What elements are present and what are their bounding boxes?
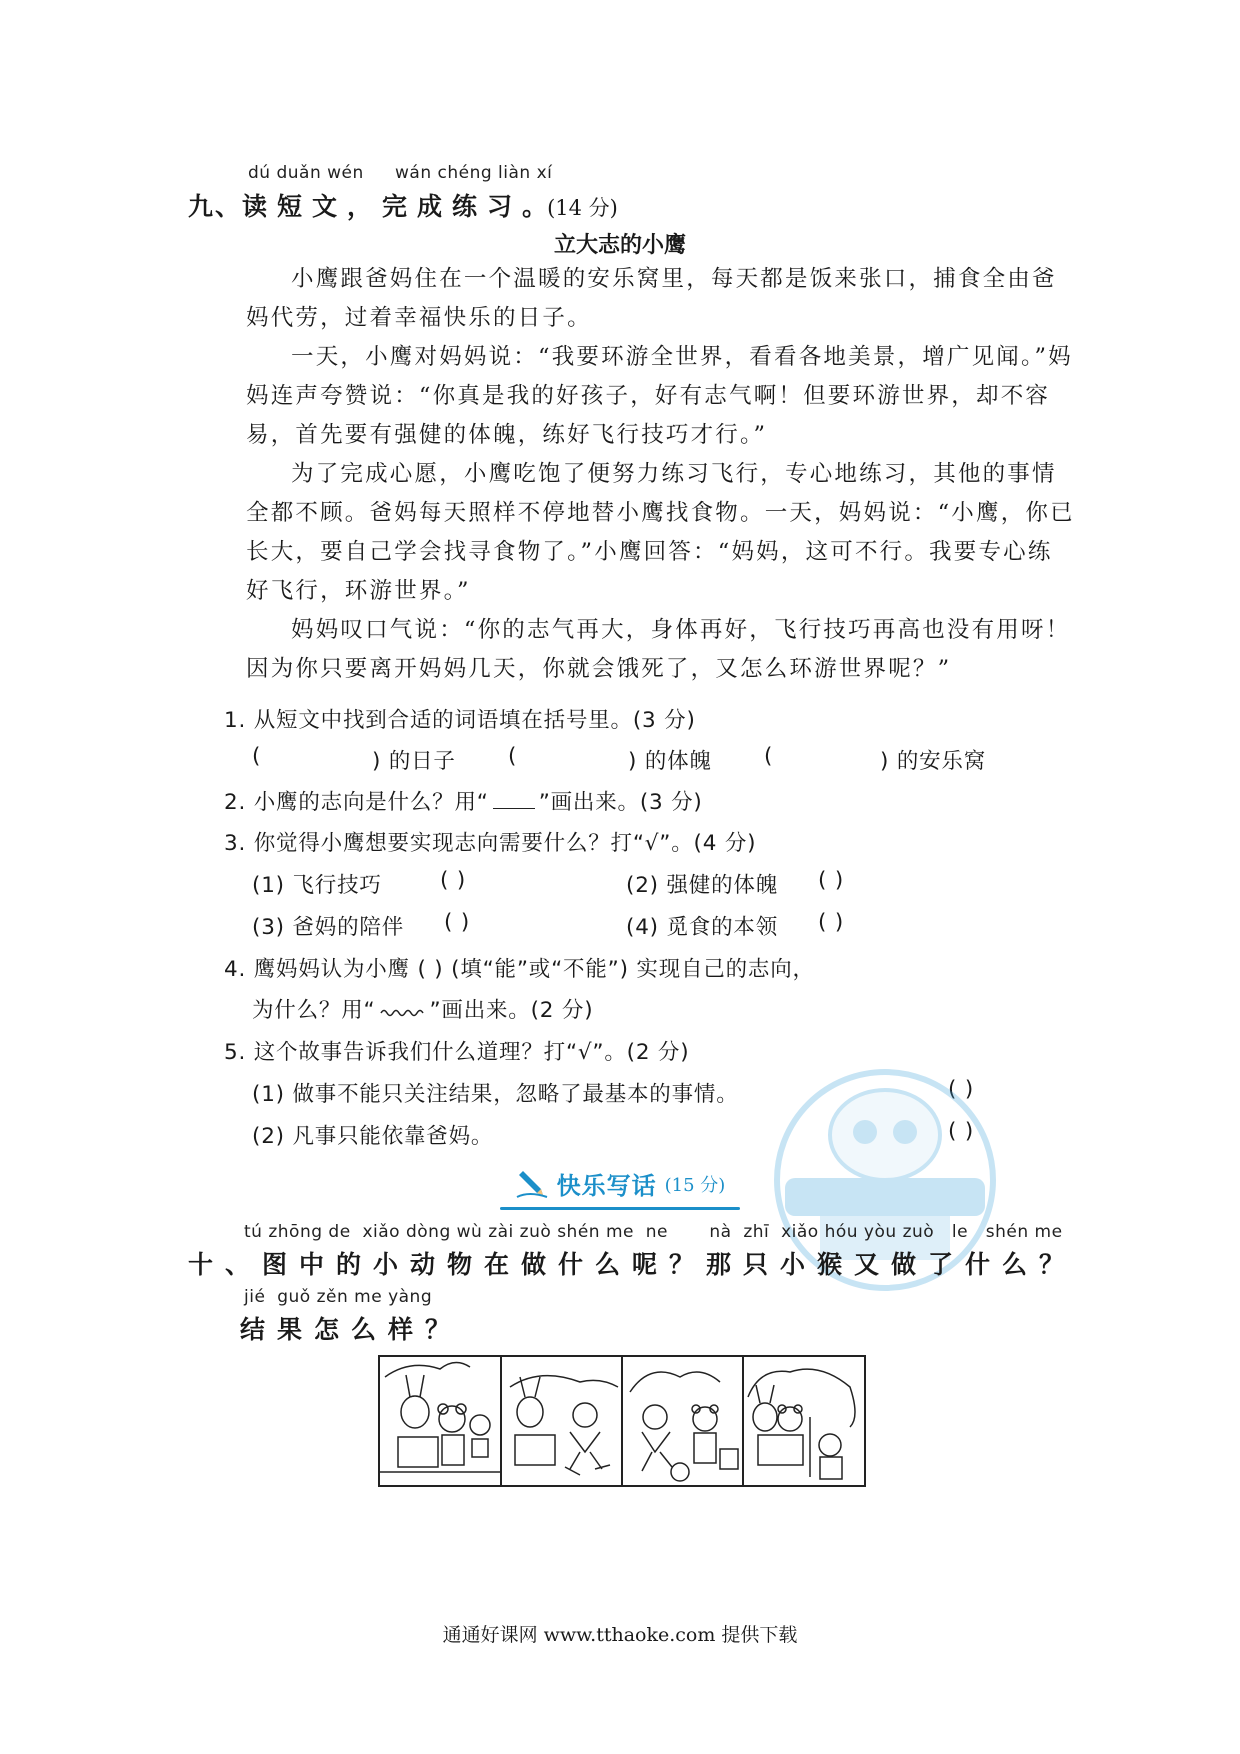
q9-heading-end: 。: [522, 192, 548, 221]
story-paragraph-2: 一天，小鹰对妈妈说：“我要环游全世界，看看各地美景，增广见闻。”妈妈连声夸赞说：“你真是我的好孩子，好有志气啊！但要环游世界，却不容易，首先要有强健的体魄，练好飞行技巧才行。”: [246, 344, 1073, 448]
q10-pinyin-line-2: jié guǒ zěn me yàng: [244, 1287, 433, 1307]
q1-blank-2-open: (: [508, 744, 518, 769]
q1-blank-1-label: ) 的日子: [372, 749, 456, 774]
comic-panel-3: [630, 1372, 738, 1481]
comic-strip: [378, 1355, 866, 1487]
banner-label: 快乐写话: [556, 1172, 657, 1200]
comic-panel-4: [748, 1369, 855, 1479]
q3-option-2: (2) 强健的体魄: [626, 873, 778, 898]
question-3: 3. 你觉得小鹰想要实现志向需要什么？打“√”。(4 分): [224, 831, 757, 856]
q10-line-1: 十、图中的小动物在做什么呢？那只小猴又做了什么？: [188, 1250, 1077, 1279]
banner-score: (15 分): [664, 1174, 726, 1196]
story-paragraph-4: 妈妈叹口气说：“你的志气再大，身体再好，飞行技巧再高也没有用呀！因为你只要离开妈妈几天，你就会饿死了，又怎么环游世界呢？”: [246, 617, 1071, 682]
banner-underline: [500, 1207, 740, 1210]
q2-text-a: 2. 小鹰的志向是什么？用“: [224, 790, 489, 815]
q9-pinyin-b: wán chéng liàn xí: [395, 163, 553, 183]
story-body: [246, 260, 1076, 689]
comic-strip-illustration: [380, 1357, 864, 1485]
q3-option-4-paren: ( ): [818, 910, 845, 935]
straight-underline-icon: [493, 790, 535, 809]
q3-option-1: (1) 飞行技巧: [252, 873, 382, 898]
story-title: 立大志的小鹰: [553, 233, 686, 258]
q3-option-4: (4) 觅食的本领: [626, 915, 778, 940]
comic-panel-1: [380, 1362, 501, 1472]
q2-text-b: ”画出来。(3 分): [538, 790, 703, 815]
pencil-icon: [515, 1169, 549, 1199]
question-4-line-2: [252, 993, 593, 1024]
footer-credit: 通通好课网 www.tthaoke.com 提供下载: [442, 1624, 798, 1646]
story-paragraph-1: 小鹰跟爸妈住在一个温暖的安乐窝里，每天都是饭来张口，捕食全由爸妈代劳，过着幸福快乐的日子。: [246, 266, 1057, 331]
q5-option-2: (2) 凡事只能依靠爸妈。: [252, 1124, 494, 1149]
q3-option-1-paren: ( ): [440, 868, 467, 893]
q9-heading-a: 读短文，: [242, 192, 383, 221]
q5-option-2-paren: ( ): [948, 1119, 975, 1144]
q1-blank-2-label: ) 的体魄: [628, 749, 712, 774]
q9-heading: [188, 187, 618, 223]
q4-text-b1: 为什么？用“: [252, 998, 376, 1023]
comic-panel-2: [510, 1376, 618, 1475]
q9-heading-prefix: 九、: [188, 192, 243, 221]
q9-pinyin-a: dú duǎn wén: [248, 163, 364, 183]
q3-option-3-paren: ( ): [444, 910, 471, 935]
q9-heading-b: 完成练习: [382, 192, 523, 221]
question-4: 4. 鹰妈妈认为小鹰 ( ) (填“能”或“不能”) 实现自己的志向，: [224, 957, 815, 982]
question-5: 5. 这个故事告诉我们什么道理？打“√”。(2 分): [224, 1040, 690, 1065]
q1-blank-3-label: ) 的安乐窝: [880, 749, 987, 774]
writing-section-banner: [0, 1166, 1240, 1210]
q5-option-1-paren: ( ): [948, 1077, 975, 1102]
q10-pinyin-line-1: tú zhōng de xiǎo dòng wù zài zuò shén me ne nà zhī xiǎo hóu yòu zuò le shén me: [244, 1222, 1063, 1242]
q9-score: (14 分): [547, 196, 618, 220]
q10-line-2: 结果怎么样？: [240, 1315, 463, 1344]
q3-option-3: (3) 爸妈的陪伴: [252, 915, 404, 940]
q1-blank-3-open: (: [764, 744, 774, 769]
q4-text-b2: ”画出来。(2 分): [429, 998, 594, 1023]
wavy-underline-icon: [379, 997, 425, 1017]
q5-option-1: (1) 做事不能只关注结果，忽略了最基本的事情。: [252, 1082, 739, 1107]
story-paragraph-3: 为了完成心愿，小鹰吃饱了便努力练习飞行，专心地练习，其他的事情全都不顾。爸妈每天照样不停地替小鹰找食物。一天，妈妈说：“小鹰，你已长大，要自己学会找寻食物了。”小鹰回答：“妈妈，这可不行。我要专心练好飞行，环游世界。”: [246, 461, 1075, 604]
q1-blank-1-open: (: [252, 744, 262, 769]
q3-option-2-paren: ( ): [818, 868, 845, 893]
question-1: 1. 从短文中找到合适的词语填在括号里。(3 分): [224, 708, 696, 733]
question-2: [224, 785, 703, 816]
